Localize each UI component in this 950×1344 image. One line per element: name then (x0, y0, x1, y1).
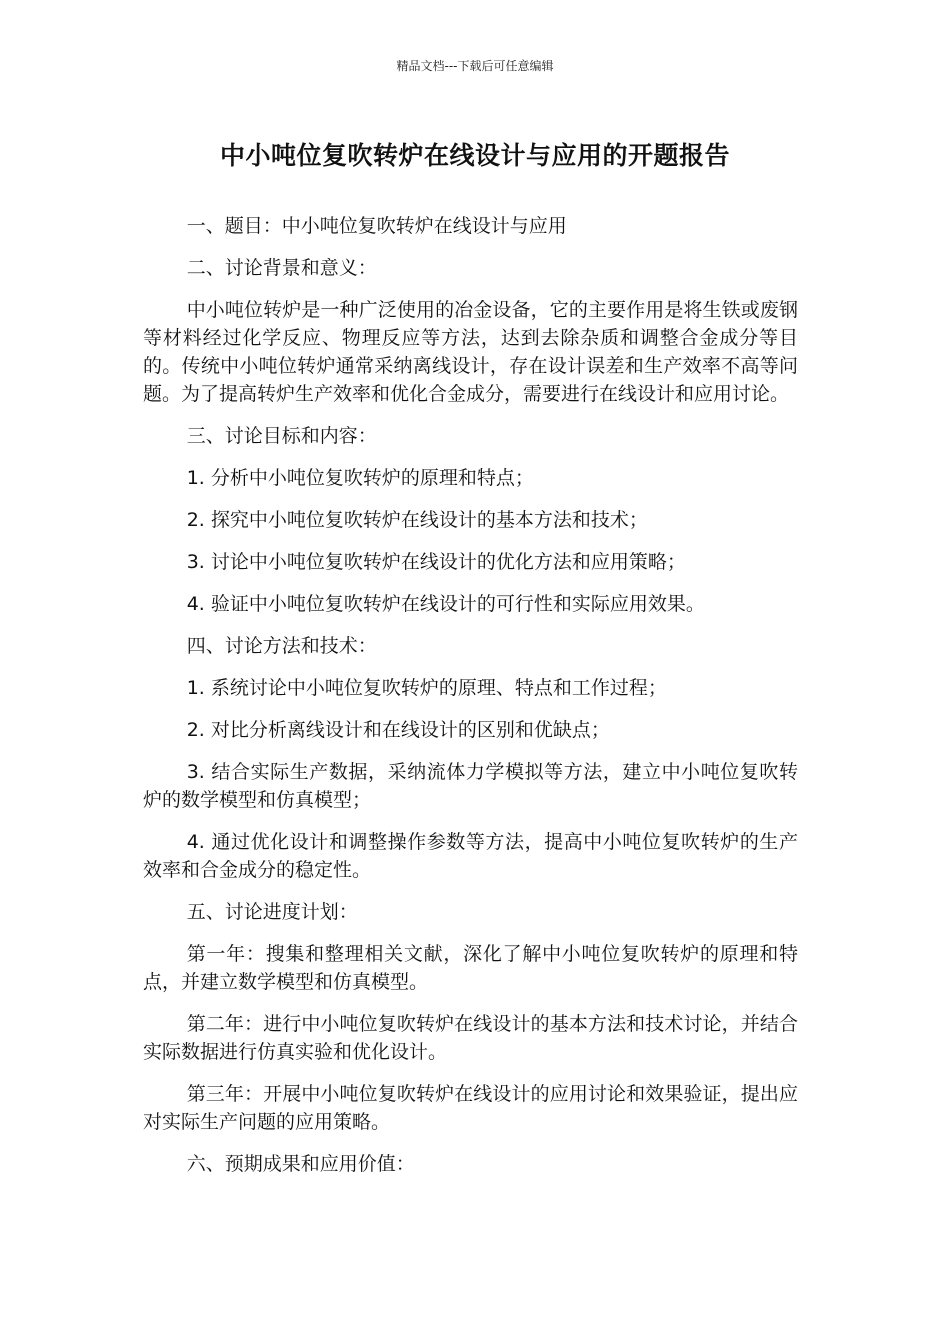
section-heading-methods: 四、讨论方法和技术： (186, 635, 377, 657)
method-item: 3. 结合实际生产数据，采纳流体力学模拟等方法，建立中小吨位复吹转炉的数学模型和仿真模型； (143, 761, 798, 811)
method-item: 2. 对比分析离线设计和在线设计的区别和优缺点； (186, 719, 610, 741)
header-note: 精品文档---下载后可任意编辑 (396, 59, 554, 73)
schedule-item: 第三年：开展中小吨位复吹转炉在线设计的应用讨论和效果验证，提出应对实际生产问题的应用策略。 (143, 1083, 798, 1133)
background-paragraph: 中小吨位转炉是一种广泛使用的冶金设备，它的主要作用是将生铁或废钢等材料经过化学反应、物理反应等方法，达到去除杂质和调整合金成分等目的。传统中小吨位转炉通常采纳离线设计，存在设计误差和生产效率不高等问题。为了提高转炉生产效率和优化合金成分，需要进行在线设计和应用讨论。 (143, 299, 798, 405)
section-heading-schedule: 五、讨论进度计划： (186, 901, 358, 923)
section-heading-outcomes: 六、预期成果和应用价值： (186, 1153, 415, 1175)
page-title: 中小吨位复吹转炉在线设计与应用的开题报告 (219, 141, 730, 170)
goal-item: 2. 探究中小吨位复吹转炉在线设计的基本方法和技术； (186, 509, 648, 531)
document-body (143, 212, 798, 1192)
schedule-item: 第一年：搜集和整理相关文献，深化了解中小吨位复吹转炉的原理和特点，并建立数学模型和仿真模型。 (143, 943, 798, 993)
section-heading-background: 二、讨论背景和意义： (186, 257, 377, 279)
method-item: 1. 系统讨论中小吨位复吹转炉的原理、特点和工作过程； (186, 677, 667, 699)
section-heading-topic: 一、题目：中小吨位复吹转炉在线设计与应用 (186, 215, 567, 237)
goal-item: 3. 讨论中小吨位复吹转炉在线设计的优化方法和应用策略； (186, 551, 686, 573)
goal-item: 4. 验证中小吨位复吹转炉在线设计的可行性和实际应用效果。 (186, 593, 705, 615)
section-heading-goals: 三、讨论目标和内容： (186, 425, 377, 447)
goal-item: 1. 分析中小吨位复吹转炉的原理和特点； (186, 467, 534, 489)
schedule-item: 第二年：进行中小吨位复吹转炉在线设计的基本方法和技术讨论，并结合实际数据进行仿真实验和优化设计。 (143, 1013, 798, 1063)
method-item: 4. 通过优化设计和调整操作参数等方法，提高中小吨位复吹转炉的生产效率和合金成分的稳定性。 (143, 831, 798, 881)
